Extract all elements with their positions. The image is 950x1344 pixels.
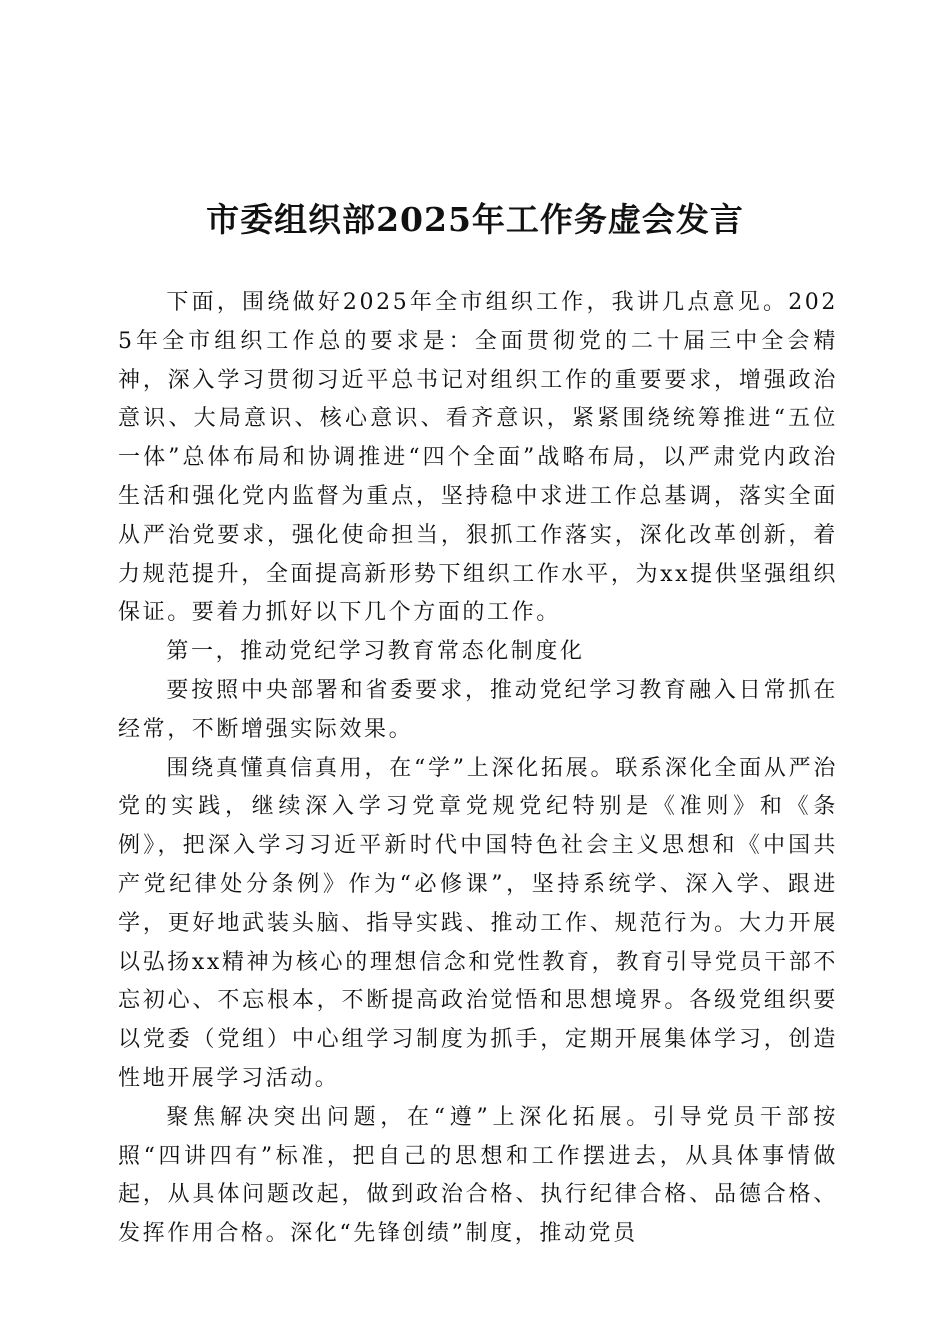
section-heading-1: 第一，推动党纪学习教育常态化制度化 — [166, 639, 585, 665]
document-title: 市委组织部2025年工作务虚会发言 — [206, 200, 744, 239]
paragraph-study: 围绕真懂真信真用，在“学”上深化拓展。联系深化全面从严治党的实践，继续深入学习党章党规党纪特别是《准则》和《条例》，把深入学习习近平新时代中国特色社会主义思想和《中国共产党纪律处分条例》作为“必修课”，坚持系统学、深入学、跟进学，更好地武装头脑、指导实践、推动工作、规范行为。大力开展以弘扬xx精神为核心的理想信念和党性教育，教育引导党员干部不忘初心、不忘根本，不断提高政治觉悟和思想境界。各级党组织要以党委（党组）中心组学习制度为抓手，定期开展集体学习，创造性地开展学习活动。 — [118, 755, 838, 1091]
paragraph-section-1-summary: 要按照中央部署和省委要求，推动党纪学习教育融入日常抓在经常，不断增强实际效果。 — [118, 677, 838, 742]
paragraph-comply: 聚焦解决突出问题，在“遵”上深化拓展。引导党员干部按照“四讲四有”标准，把自己的思想和工作摆进去，从具体事情做起，从具体问题改起，做到政治合格、执行纪律合格、品德合格、发挥作用合格。深化“先锋创绩”制度，推动党员 — [118, 1104, 838, 1247]
document-body — [118, 284, 838, 1254]
paragraph-intro: 下面，围绕做好2025年全市组织工作，我讲几点意见。2025年全市组织工作总的要求是：全面贯彻党的二十届三中全会精神，深入学习贯彻习近平总书记对组织工作的重要要求，增强政治意识、大局意识、核心意识、看齐意识，紧紧围绕统筹推进“五位一体”总体布局和协调推进“四个全面”战略布局，以严肃党内政治生活和强化党内监督为重点，坚持稳中求进工作总基调，落实全面从严治党要求，强化使命担当，狠抓工作落实，深化改革创新，着力规范提升，全面提高新形势下组织工作水平，为xx提供坚强组织保证。要着力抓好以下几个方面的工作。 — [118, 290, 838, 626]
